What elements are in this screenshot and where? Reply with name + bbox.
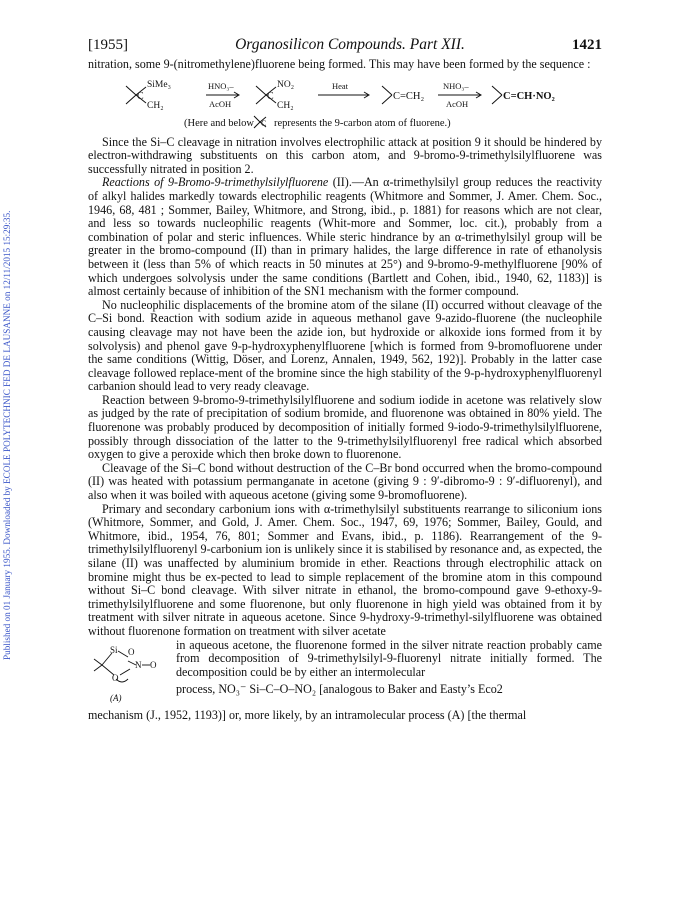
label-no2: NO₂	[277, 79, 295, 90]
reaction-scheme-drawing	[88, 72, 602, 136]
reactions-heading: Reactions of 9-Bromo-9-trimethylsilylfluorene	[102, 175, 329, 190]
header-year: [1955]	[88, 37, 128, 53]
label-product: C=CH·NO₂	[503, 90, 555, 102]
header-title: Organosilicon Compounds. Part XII.	[235, 36, 465, 53]
paragraph-3: Reaction between 9-bromo-9-trimethylsilylfluorene and sodium iodide in acetone was relatively slow as judged by the rate of precipitation of sodium bromide, and fluorenone was obtained in 80% yield. The fluorenone was probably produced by decomposition of initially formed 9-iodo-9-trimethylsilylfluorene, possibly through dissociation of the latter to the 9-trimethylsilylfluorenyl free radical which absorbed oxygen to give a peroxide which then broke down to fluorenone.	[88, 392, 602, 462]
paragraph-reactions	[88, 176, 602, 298]
download-watermark-text: Published on 01 January 1955. Downloaded by ECOLE POLYTECHNIC FED DE LAUSANNE on 12/11/2015 15:29:35.	[2, 210, 12, 660]
label-ch3: CH₂	[147, 100, 164, 111]
svg-text:C: C	[137, 90, 144, 102]
final-text-right: in aqueous acetone, the fluorenone formed in the silver nitrate reaction probably came from decomposition of 9-trimethylsilyl-9-fluorenyl nitrate initially formed. The decomposition could be by either an intermolecular	[176, 637, 602, 679]
final-last-line: mechanism (J., 1952, 1193)] or, more likely, by an intramolecular process (A) [the thermal	[88, 707, 527, 722]
paragraph-4: Cleavage of the Si–C bond without destruction of the C–Br bond occurred when the bromo-compound (II) was heated with potassium permanganate in acetone (giving 9 : 9′-dibromo-9 : 9′-difluorenyl), and also when it was boiled with aqueous acetone (giving some 9-bromofluorene).	[88, 460, 602, 503]
final-process-line: process, NO₃⁻ Si–C–O–NO₂ [analogous to Baker and Easty’s Eco2	[176, 682, 503, 697]
reactions-text: (II).—An α-trimethylsilyl group reduces the reactivity of alkyl halides markedly towards electrophilic reagents (Whitmore and Sommer, J. Amer. Chem. Soc., 1946, 68, 481 ; Sommer, Bailey, Whitmore, and Strong, ibid., p. 1881) for reasons which are not clear, and less so towards nucleophilic reagents (Whit-more and Sommer, loc. cit.), probably from a combination of polar and steric influences. While steric hindrance by an α-trimethylsilyl group will be greater in the bromo-compound (II) than in primary halides, the large difference in rate of ethanolysis between it (less than 5% of which reacts in 50 minutes at 25°) and 9-bromo-9-methylfluorene [90% of which undergoes solvolysis under the same conditions (Bartlett and Cohen, ibid., 1940, 62, 1183)] is almost certainly because of inhibition of the SN1 mechanism with the former compound.	[88, 175, 602, 299]
atom-si: Si	[110, 644, 118, 655]
structure-a-figure	[88, 639, 176, 709]
journal-page	[88, 36, 602, 722]
intro-paragraph: nitration, some 9-(nitromethylene)fluorene being formed. This may have been formed by the sequence :	[88, 57, 591, 71]
paragraph-2: No nucleophilic displacements of the bromine atom of the silane (II) occurred without cleavage of the C–Si bond. Reaction with sodium azide in aqueous methanol gave 9-azido-fluorene (the nucleophile causing cleavage may not have been the azide ion, but hydroxide or alkoxide ions formed from it by solvolysis) and phenol gave 9-p-hydroxyphenylfluorene [which is formed from 9-bromofluorene under the same conditions (Wittig, Döser, and Lorenz, Annalen, 1949, 562, 192)]. Probably in the latter case cleavage followed replace-ment of the bromine since the high stability of the 9-p-hydroxyphenylfluorenyl carbanion should lead to very ready cleavage.	[88, 297, 602, 394]
atom-o1: O	[128, 646, 135, 657]
reagent1-top: HNO₃–	[208, 80, 234, 91]
atom-o3: O	[150, 659, 157, 670]
svg-text:C: C	[261, 118, 267, 128]
final-block	[88, 639, 602, 709]
paragraph-1: Since the Si–C cleavage in nitration involves electrophilic attack at position 9 it should be hindered by electron-withdrawing substituents on this carbon atom, and 9-bromo-9-trimethylsilylfluorene was successfully nitrated in position 2.	[88, 134, 602, 176]
atom-n: N	[135, 659, 142, 670]
atom-o2: O	[112, 672, 119, 683]
reaction-scheme	[88, 72, 602, 136]
caption-before: (Here and below	[184, 117, 254, 129]
label-c-ch2: C=CH₂	[393, 90, 425, 102]
download-watermark	[2, 40, 16, 660]
running-header	[88, 36, 602, 58]
structure-a-drawing	[88, 639, 176, 709]
figure-label: (A)	[110, 692, 122, 703]
reagent2-top: Heat	[332, 80, 349, 91]
final-right-column	[176, 639, 602, 709]
reagent3-top: NHO₃–	[443, 80, 469, 91]
paragraph-5: Primary and secondary carbonium ions with α-trimethylsilyl substituents rearrange to siliconium ions (Whitmore, Sommer, and Gold, J. Amer. Chem. Soc., 1947, 69, 1976; Sommer, Bailey, Gould, and Whitmore, ibid., 1954, 76, 801; Sommer and Evans, ibid., p. 1186). Rearrangement of the 9-trimethylsilylfluorenyl 9-carbonium ion is unlikely since it is stabilised by resonance and, as expected, the silane (II) was unaffected by aluminium bromide in ether. Reactions through electrophilic attack on bromine might thus be ex-pected to lead to simple replacement of the bromine atom in this compound without Si–C bond cleavage. With silver nitrate in ethanol, the bromo-compound gave 9-ethoxy-9-trimethylsilylfluorene and some fluorenone, but only fluorenone in high yield was obtained from it by treatment with silver nitrate in aqueous acetone. Since 9-hydroxy-9-trimethyl-silylfluorene was obtained without fluorenone formation on treatment with silver acetate	[88, 501, 602, 638]
caption-after: represents the 9-carbon atom of fluorene.)	[274, 117, 451, 129]
label-sime3: SiMe₃	[147, 79, 171, 90]
reagent1-bottom: AcOH	[209, 98, 232, 109]
label-ch2: CH₂	[277, 100, 294, 111]
header-page-number: 1421	[572, 37, 602, 53]
reagent3-bottom: AcOH	[446, 98, 469, 109]
svg-text:C: C	[267, 90, 274, 102]
